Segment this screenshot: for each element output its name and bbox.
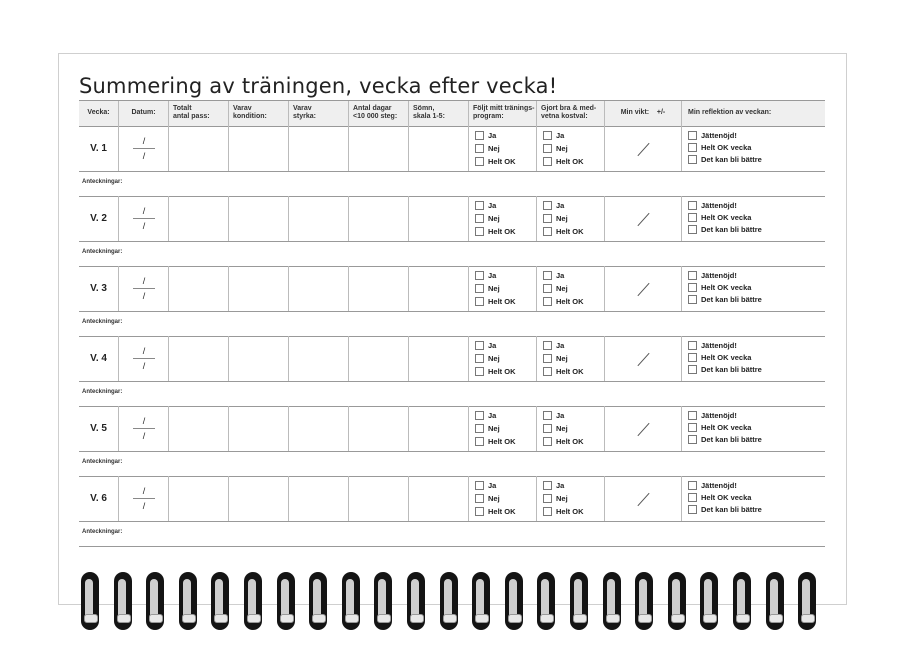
date-slash: /	[142, 221, 146, 231]
checkbox-label: Helt OK	[488, 507, 516, 516]
checkbox[interactable]	[543, 341, 552, 350]
checkbox[interactable]	[475, 424, 484, 433]
date-divider	[133, 498, 155, 499]
weight-slash	[637, 493, 649, 506]
checkbox[interactable]	[688, 295, 697, 304]
date-slash: /	[142, 486, 146, 496]
checkbox[interactable]	[688, 493, 697, 502]
checkbox[interactable]	[688, 411, 697, 420]
checkbox-label: Ja	[488, 271, 497, 280]
cell[interactable]	[168, 476, 228, 521]
notes-label: Anteckningar:	[82, 319, 123, 325]
cell[interactable]	[681, 126, 825, 171]
cell[interactable]	[604, 476, 681, 521]
cell[interactable]	[408, 126, 468, 171]
cell[interactable]	[536, 406, 604, 451]
cell[interactable]	[348, 406, 408, 451]
checkbox-label: Nej	[488, 494, 500, 503]
checkbox-label: Nej	[556, 354, 568, 363]
checkbox-label: Helt OK vecka	[701, 353, 752, 362]
cell[interactable]	[536, 196, 604, 241]
checkbox-label: Nej	[556, 494, 568, 503]
binding-ring	[404, 570, 428, 632]
checkbox-label: Nej	[556, 284, 568, 293]
week-label: V. 6	[90, 493, 107, 504]
binding-ring	[795, 570, 819, 632]
checkbox[interactable]	[475, 144, 484, 153]
header-styrka: Varav styrka:	[288, 101, 348, 126]
cell[interactable]	[228, 266, 288, 311]
checkbox-label: Helt OK	[556, 367, 584, 376]
checkbox[interactable]	[543, 354, 552, 363]
checkbox-label: Helt OK	[556, 157, 584, 166]
checkbox-label: Helt OK	[488, 437, 516, 446]
checkbox[interactable]	[543, 144, 552, 153]
weight-slash	[637, 143, 649, 156]
checkbox[interactable]	[475, 131, 484, 140]
cell[interactable]	[408, 266, 468, 311]
checkbox[interactable]	[543, 411, 552, 420]
header-vikt: Min vikt: +/-	[604, 101, 681, 126]
notes-row[interactable]	[79, 381, 825, 407]
checkbox-label: Helt OK vecka	[701, 213, 752, 222]
checkbox[interactable]	[475, 214, 484, 223]
week-row	[79, 476, 825, 522]
header-kost: Gjort bra & med- vetna kostval:	[536, 101, 604, 126]
header-reflektion: Min reflektion av veckan:	[681, 101, 825, 126]
binding-ring	[241, 570, 265, 632]
cell[interactable]	[118, 126, 168, 171]
week-label: V. 4	[90, 353, 107, 364]
cell[interactable]	[681, 196, 825, 241]
binding-ring	[78, 570, 102, 632]
checkbox[interactable]	[543, 227, 552, 236]
binding-ring	[600, 570, 624, 632]
cell	[79, 336, 118, 381]
cell[interactable]	[536, 476, 604, 521]
binding-ring	[697, 570, 721, 632]
cell[interactable]	[118, 476, 168, 521]
binding-ring	[534, 570, 558, 632]
cell	[79, 126, 118, 171]
date-divider	[133, 288, 155, 289]
checkbox-label: Det kan bli bättre	[701, 435, 762, 444]
notes-label: Anteckningar:	[82, 529, 123, 535]
cell[interactable]	[348, 126, 408, 171]
checkbox-label: Helt OK	[556, 437, 584, 446]
cell[interactable]	[604, 266, 681, 311]
header-somn: Sömn, skala 1-5:	[408, 101, 468, 126]
checkbox[interactable]	[688, 423, 697, 432]
checkbox-label: Ja	[556, 131, 565, 140]
checkbox[interactable]	[475, 437, 484, 446]
cell	[79, 476, 118, 521]
training-summary-sheet	[58, 53, 847, 605]
checkbox[interactable]	[688, 225, 697, 234]
cell[interactable]	[468, 126, 536, 171]
binding-ring	[208, 570, 232, 632]
notes-row[interactable]	[79, 451, 825, 477]
checkbox[interactable]	[688, 481, 697, 490]
checkbox[interactable]	[475, 297, 484, 306]
checkbox-label: Det kan bli bättre	[701, 225, 762, 234]
spiral-binding	[0, 570, 900, 636]
checkbox[interactable]	[688, 131, 697, 140]
checkbox[interactable]	[475, 201, 484, 210]
checkbox-label: Det kan bli bättre	[701, 155, 762, 164]
header-steg: Antal dagar <10 000 steg:	[348, 101, 408, 126]
checkbox[interactable]	[688, 435, 697, 444]
checkbox-label: Jättenöjd!	[701, 131, 737, 140]
binding-ring	[371, 570, 395, 632]
date-slash: /	[142, 151, 146, 161]
checkbox-label: Ja	[488, 481, 497, 490]
checkbox-label: Det kan bli bättre	[701, 505, 762, 514]
checkbox-label: Jättenöjd!	[701, 411, 737, 420]
week-row	[79, 406, 825, 452]
cell	[79, 266, 118, 311]
checkbox-label: Helt OK vecka	[701, 143, 752, 152]
checkbox-label: Nej	[488, 284, 500, 293]
checkbox-label: Helt OK	[556, 227, 584, 236]
cell[interactable]	[168, 196, 228, 241]
cell[interactable]	[681, 336, 825, 381]
checkbox-label: Ja	[488, 341, 497, 350]
checkbox-label: Ja	[556, 271, 565, 280]
cell[interactable]	[408, 406, 468, 451]
checkbox[interactable]	[543, 201, 552, 210]
binding-ring	[111, 570, 135, 632]
weight-slash	[637, 283, 649, 296]
checkbox-label: Ja	[556, 201, 565, 210]
cell[interactable]	[348, 336, 408, 381]
date-slash: /	[142, 206, 146, 216]
checkbox-label: Jättenöjd!	[701, 271, 737, 280]
cell	[79, 196, 118, 241]
week-row	[79, 126, 825, 172]
cell[interactable]	[604, 196, 681, 241]
header-program: Följt mitt tränings- program:	[468, 101, 536, 126]
binding-ring	[339, 570, 363, 632]
checkbox-label: Helt OK vecka	[701, 493, 752, 502]
cell[interactable]	[288, 266, 348, 311]
checkbox[interactable]	[543, 481, 552, 490]
date-slash: /	[142, 346, 146, 356]
notes-row[interactable]	[79, 311, 825, 337]
checkbox-label: Helt OK	[556, 297, 584, 306]
binding-ring	[274, 570, 298, 632]
checkbox[interactable]	[475, 507, 484, 516]
checkbox[interactable]	[688, 341, 697, 350]
cell[interactable]	[468, 476, 536, 521]
cell[interactable]	[604, 336, 681, 381]
cell[interactable]	[228, 476, 288, 521]
week-label: V. 5	[90, 423, 107, 434]
date-slash: /	[142, 136, 146, 146]
cell[interactable]	[604, 406, 681, 451]
binding-ring	[306, 570, 330, 632]
checkbox-label: Helt OK	[488, 297, 516, 306]
binding-ring	[437, 570, 461, 632]
cell[interactable]	[118, 406, 168, 451]
checkbox[interactable]	[688, 201, 697, 210]
binding-ring	[567, 570, 591, 632]
cell[interactable]	[468, 266, 536, 311]
checkbox-label: Ja	[488, 201, 497, 210]
notes-label: Anteckningar:	[82, 249, 123, 255]
binding-ring	[143, 570, 167, 632]
checkbox[interactable]	[688, 365, 697, 374]
date-slash: /	[142, 291, 146, 301]
cell[interactable]	[168, 406, 228, 451]
cell[interactable]	[118, 336, 168, 381]
checkbox[interactable]	[543, 437, 552, 446]
checkbox[interactable]	[475, 271, 484, 280]
date-divider	[133, 358, 155, 359]
checkbox-label: Jättenöjd!	[701, 341, 737, 350]
notes-label: Anteckningar:	[82, 179, 123, 185]
cell[interactable]	[228, 336, 288, 381]
date-slash: /	[142, 276, 146, 286]
date-divider	[133, 148, 155, 149]
checkbox[interactable]	[543, 271, 552, 280]
binding-ring	[665, 570, 689, 632]
notes-row[interactable]	[79, 521, 825, 547]
header-totalt: Totalt antal pass:	[168, 101, 228, 126]
checkbox[interactable]	[688, 505, 697, 514]
week-label: V. 1	[90, 143, 107, 154]
checkbox[interactable]	[543, 507, 552, 516]
checkbox[interactable]	[475, 341, 484, 350]
checkbox[interactable]	[475, 411, 484, 420]
cell[interactable]	[348, 476, 408, 521]
checkbox-label: Jättenöjd!	[701, 201, 737, 210]
weight-slash	[637, 423, 649, 436]
checkbox[interactable]	[688, 155, 697, 164]
checkbox[interactable]	[475, 367, 484, 376]
cell[interactable]	[536, 266, 604, 311]
cell[interactable]	[168, 126, 228, 171]
cell[interactable]	[681, 476, 825, 521]
date-slash: /	[142, 416, 146, 426]
binding-ring	[469, 570, 493, 632]
binding-ring	[176, 570, 200, 632]
checkbox-label: Nej	[488, 214, 500, 223]
checkbox[interactable]	[543, 284, 552, 293]
checkbox[interactable]	[475, 284, 484, 293]
cell[interactable]	[681, 266, 825, 311]
cell[interactable]	[228, 406, 288, 451]
checkbox-label: Helt OK	[488, 157, 516, 166]
checkbox-label: Nej	[556, 144, 568, 153]
checkbox[interactable]	[543, 424, 552, 433]
checkbox-label: Ja	[488, 131, 497, 140]
checkbox-label: Ja	[556, 481, 565, 490]
binding-ring	[502, 570, 526, 632]
cell[interactable]	[168, 336, 228, 381]
date-slash: /	[142, 501, 146, 511]
cell[interactable]	[604, 126, 681, 171]
cell[interactable]	[468, 406, 536, 451]
cell[interactable]	[288, 476, 348, 521]
checkbox-label: Helt OK	[488, 367, 516, 376]
header-datum: Datum:	[118, 101, 168, 126]
checkbox[interactable]	[475, 227, 484, 236]
checkbox[interactable]	[688, 213, 697, 222]
cell[interactable]	[408, 196, 468, 241]
checkbox-label: Helt OK	[488, 227, 516, 236]
cell[interactable]	[348, 266, 408, 311]
page-title: Summering av träningen, vecka efter vecka!	[79, 74, 558, 98]
checkbox[interactable]	[543, 494, 552, 503]
checkbox-label: Ja	[488, 411, 497, 420]
cell[interactable]	[468, 336, 536, 381]
week-row	[79, 196, 825, 242]
cell[interactable]	[228, 126, 288, 171]
checkbox[interactable]	[543, 214, 552, 223]
checkbox-label: Helt OK vecka	[701, 283, 752, 292]
cell[interactable]	[408, 336, 468, 381]
binding-ring	[632, 570, 656, 632]
date-divider	[133, 218, 155, 219]
checkbox-label: Nej	[556, 214, 568, 223]
checkbox-label: Nej	[488, 354, 500, 363]
week-label: V. 2	[90, 213, 107, 224]
checkbox[interactable]	[688, 353, 697, 362]
cell[interactable]	[536, 336, 604, 381]
weight-slash	[637, 353, 649, 366]
date-divider	[133, 428, 155, 429]
notes-label: Anteckningar:	[82, 459, 123, 465]
cell[interactable]	[536, 126, 604, 171]
checkbox[interactable]	[475, 481, 484, 490]
weight-slash	[637, 213, 649, 226]
checkbox-label: Ja	[556, 341, 565, 350]
cell[interactable]	[288, 126, 348, 171]
header-kondition: Varav kondition:	[228, 101, 288, 126]
checkbox-label: Nej	[488, 424, 500, 433]
checkbox[interactable]	[688, 143, 697, 152]
checkbox-label: Nej	[556, 424, 568, 433]
binding-ring	[763, 570, 787, 632]
cell[interactable]	[228, 196, 288, 241]
checkbox-label: Nej	[488, 144, 500, 153]
checkbox[interactable]	[475, 354, 484, 363]
header-vecka: Vecka:	[87, 109, 110, 116]
checkbox-label: Det kan bli bättre	[701, 365, 762, 374]
checkbox-label: Helt OK vecka	[701, 423, 752, 432]
checkbox-label: Det kan bli bättre	[701, 295, 762, 304]
week-row	[79, 266, 825, 312]
cell[interactable]	[468, 196, 536, 241]
cell[interactable]	[288, 196, 348, 241]
week-label: V. 3	[90, 283, 107, 294]
binding-ring	[730, 570, 754, 632]
checkbox-label: Helt OK	[556, 507, 584, 516]
cell[interactable]	[348, 196, 408, 241]
date-slash: /	[142, 361, 146, 371]
checkbox[interactable]	[475, 157, 484, 166]
notes-row[interactable]	[79, 171, 825, 197]
week-row	[79, 336, 825, 382]
cell[interactable]	[288, 336, 348, 381]
date-slash: /	[142, 431, 146, 441]
notes-row[interactable]	[79, 241, 825, 267]
notes-label: Anteckningar:	[82, 389, 123, 395]
cell	[79, 406, 118, 451]
checkbox[interactable]	[688, 271, 697, 280]
checkbox-label: Jättenöjd!	[701, 481, 737, 490]
cell[interactable]	[681, 406, 825, 451]
checkbox[interactable]	[543, 131, 552, 140]
checkbox[interactable]	[543, 367, 552, 376]
checkbox[interactable]	[543, 157, 552, 166]
cell[interactable]	[288, 406, 348, 451]
cell[interactable]	[168, 266, 228, 311]
cell[interactable]	[118, 266, 168, 311]
checkbox[interactable]	[543, 297, 552, 306]
checkbox-label: Ja	[556, 411, 565, 420]
checkbox[interactable]	[475, 494, 484, 503]
cell[interactable]	[118, 196, 168, 241]
checkbox[interactable]	[688, 283, 697, 292]
cell[interactable]	[408, 476, 468, 521]
table-header	[79, 100, 825, 127]
